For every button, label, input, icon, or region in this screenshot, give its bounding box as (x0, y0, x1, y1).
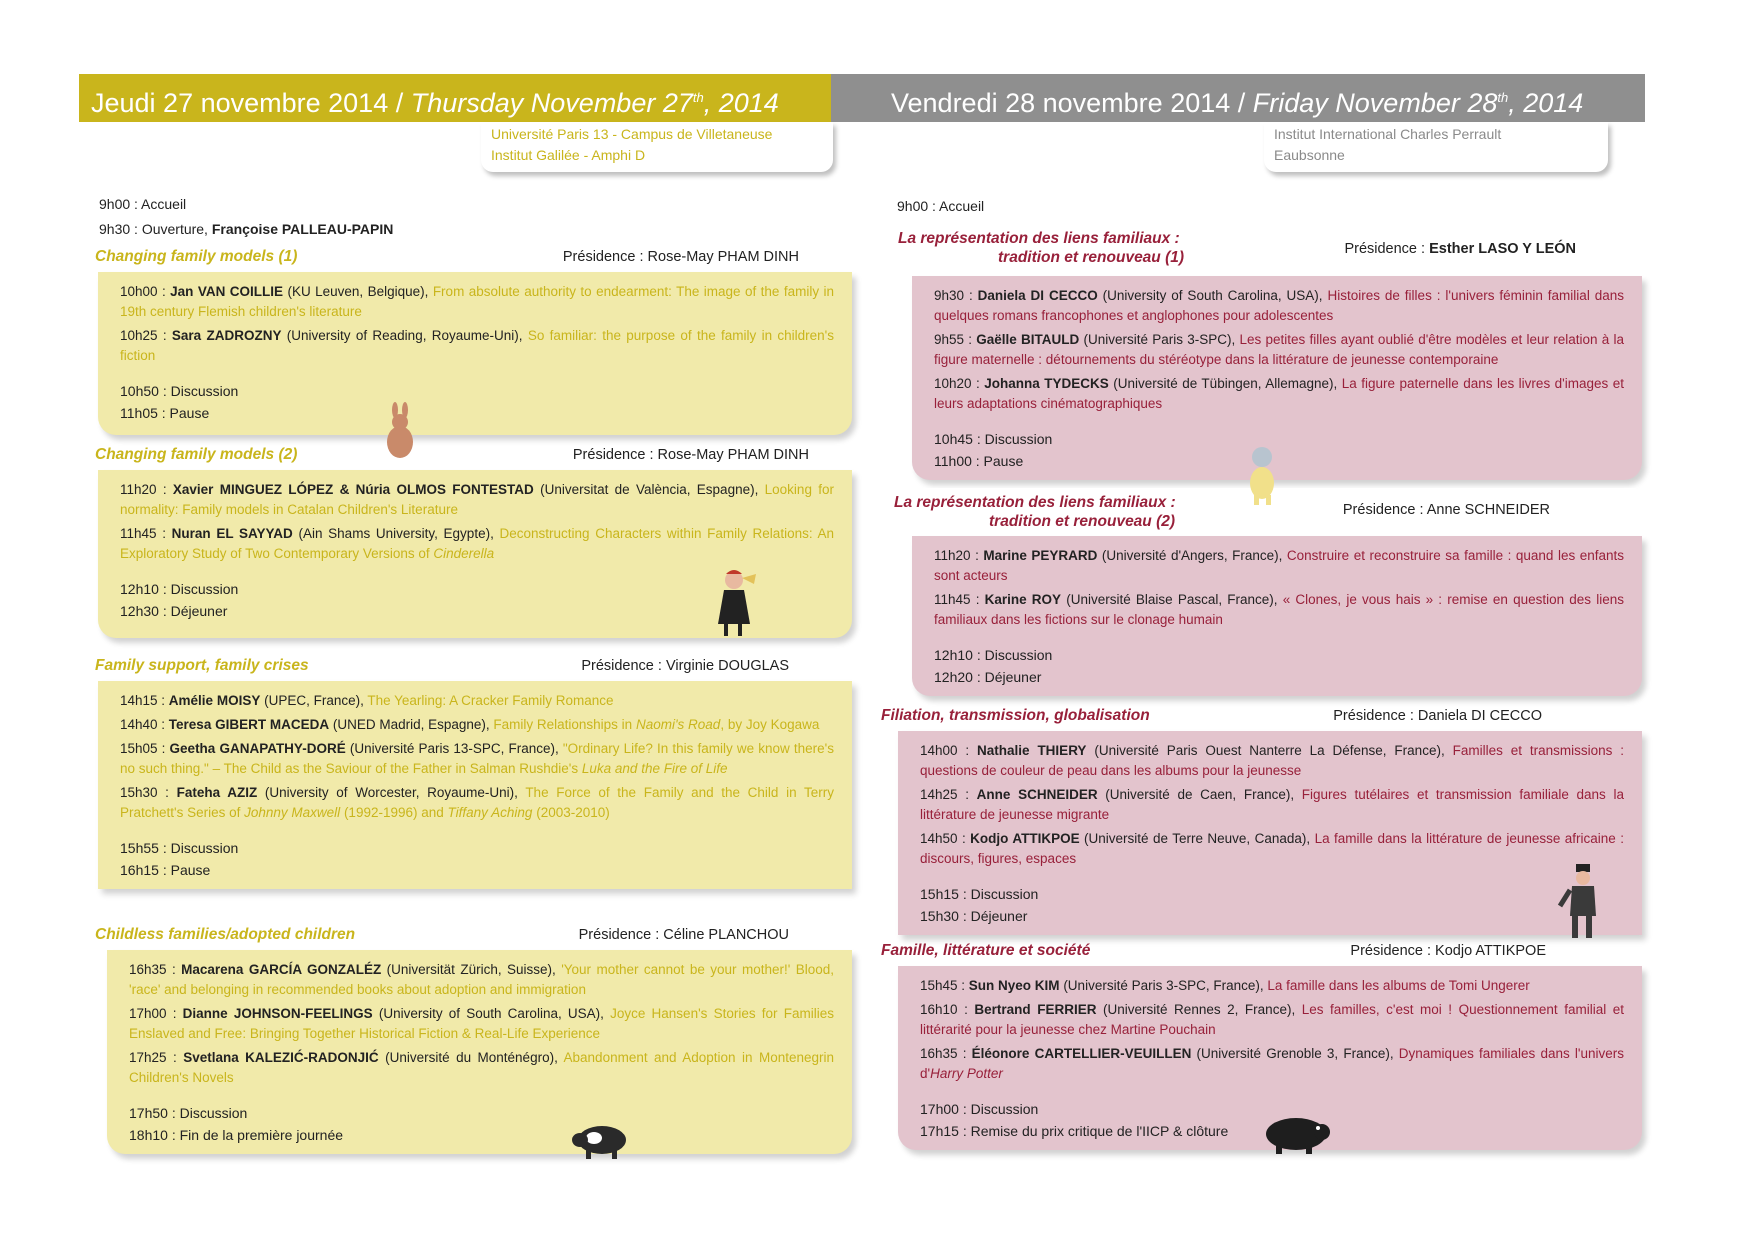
talk-item: 15h30 : Fateha AZIZ (University of Worcester, Royaume-Uni), The Force of the Family and the Child in Terry Pratchett's Series of Johnny Maxwell (1992-1996) and Tiffany Aching (2003-2010) (120, 785, 834, 820)
session-title: Filiation, transmission, globalisation (881, 707, 1150, 724)
session-card (107, 950, 852, 1154)
session-title: Childless families/adopted children (95, 926, 356, 943)
talk-item: 10h00 : Jan VAN COILLIE (KU Leuven, Belgique), From absolute authority to endearment: The image of the family in 19th century Flemish children's literature (120, 284, 835, 319)
event-item: 10h45 : Discussion (934, 431, 1053, 447)
session-title: Changing family models (2) (95, 446, 298, 463)
event-item: 12h30 : Déjeuner (120, 603, 228, 619)
talk-item: 10h25 : Sara ZADROZNY (University of Reading, Royaume-Uni), So familiar: the purpose of the family in children's fiction (120, 328, 834, 363)
event-item: 15h55 : Discussion (120, 840, 239, 856)
session-title: La représentation des liens familiaux : tradition et renouveau (1) (898, 230, 1185, 266)
friday-column (831, 74, 1645, 163)
event-item: 12h10 : Discussion (934, 647, 1053, 663)
event-item: 15h15 : Discussion (920, 886, 1039, 902)
talk-item: 16h35 : Éléonore CARTELLIER-VEUILLEN (Université Grenoble 3, France), Dynamiques familiales dans l'univers d'Harry Potter (920, 1046, 1624, 1081)
thursday-banner: Jeudi 27 novembre 2014 / Thursday November 27th, 2014 (79, 74, 831, 122)
event-item: 10h50 : Discussion (120, 383, 239, 399)
session-chair: Présidence : Daniela DI CECCO (1333, 708, 1542, 724)
talk-item: 15h05 : Geetha GANAPATHY-DORÉ (Université Paris 13-SPC, France), "Ordinary Life? In this family we know there's no such thing." – The Child as the Saviour of the Father in Salman Rushdie's Luka and the Fire of Life (120, 741, 834, 776)
session-card (98, 272, 852, 435)
thursday-venue: Université Paris 13 - Campus de Villetaneuse Institut Galilée - Amphi D (481, 122, 833, 172)
session-chair: Présidence : Anne SCHNEIDER (1342, 502, 1550, 518)
event-item: 11h00 : Pause (934, 453, 1024, 469)
event-item: 17h50 : Discussion (129, 1105, 248, 1121)
session-card (912, 536, 1642, 696)
talk-item: 10h20 : Johanna TYDECKS (Université de Tübingen, Allemagne), La figure paternelle dans les livres d'images et leurs adaptations cinématographiques (934, 376, 1624, 411)
talk-item: 14h25 : Anne SCHNEIDER (Université de Caen, France), Figures tutélaires et transmission familiale dans la littérature de jeunesse migrante (920, 787, 1624, 822)
session-changing-family-models-1 (79, 242, 835, 435)
rabbit-illustration-icon (378, 402, 422, 462)
event-item: 17h00 : Discussion (920, 1101, 1039, 1117)
thursday-column (79, 74, 831, 163)
talk-item: 15h45 : Sun Nyeo KIM (Université Paris 3-SPC, France), La famille dans les albums de Tomi Ungerer (920, 978, 1530, 993)
event-item: 12h10 : Discussion (120, 581, 239, 597)
session-chair: Présidence : Rose-May PHAM DINH (572, 447, 809, 463)
talk-item: 9h30 : Daniela DI CECCO (University of South Carolina, USA), Histoires de filles : l'univers féminin familial dans quelques romans francophones et anglophones pour adolescentes (934, 288, 1624, 323)
session-filiation (876, 701, 1636, 935)
session-title: La représentation des liens familiaux : tradition et renouveau (2) (894, 494, 1176, 530)
talk-item: 14h15 : Amélie MOISY (UPEC, France), The Yearling: A Cracker Family Romance (120, 693, 614, 708)
session-famille-litterature (876, 936, 1636, 1150)
session-chair: Présidence : Rose-May PHAM DINH (562, 249, 799, 265)
talk-item: 9h55 : Gaëlle BITAULD (Université Paris 3-SPC), Les petites filles ayant oublié d'être modèles et leur relation à la figure maternelle : détournements du stéréotype dans la littérature de jeunesse contemporaine (934, 332, 1624, 367)
talk-item: 17h00 : Dianne JOHNSON-FEELINGS (University of South Carolina, USA), Joyce Hansen's Stories for Families Enslaved and Free: Bringing Together Historical Fiction & Real-Life Experience (129, 1006, 834, 1041)
talk-item: 11h20 : Marine PEYRARD (Université d'Angers, France), Construire et reconstruire sa famille : quand les enfants sont acteurs (934, 548, 1625, 583)
baby-illustration-icon (1240, 443, 1284, 507)
talk-item: 16h10 : Bertrand FERRIER (Université Rennes 2, France), Les familles, c'est moi ! Questionnement familial et littérarité pour la jeunesse chez Martine Pouchain (920, 1002, 1625, 1037)
session-title: Family support, family crises (95, 657, 309, 674)
session-chair: Présidence : Esther LASO Y LEÓN (1344, 241, 1576, 257)
event-item: 17h15 : Remise du prix critique de l'IICP & clôture (920, 1123, 1229, 1139)
session-childless-families (79, 920, 835, 1154)
session-family-support (79, 651, 834, 889)
talk-item: 14h50 : Kodjo ATTIKPOE (Université de Terre Neuve, Canada), La famille dans la littérature de jeunesse africaine : discours, figures, espaces (920, 831, 1625, 866)
friday-banner: Vendredi 28 novembre 2014 / Friday November 28th, 2014 (831, 74, 1645, 122)
session-card (898, 731, 1642, 935)
talk-item: 11h20 : Xavier MINGUEZ LÓPEZ & Núria OLMOS FONTESTAD (Universitat de València, Espagne), Looking for normality: Family models in Catalan Children's Literature (120, 482, 835, 517)
session-chair: Présidence : Kodjo ATTIKPOE (1350, 943, 1546, 959)
talk-item: 14h00 : Nathalie THIERY (Université Paris Ouest Nanterre La Défense, France), Familles et transmissions : questions de couleur de peau dans les albums pour la jeunesse (920, 743, 1624, 778)
session-liens-familiaux-1 (876, 226, 1636, 480)
session-title: Famille, littérature et société (881, 942, 1091, 959)
event-item: 15h30 : Déjeuner (920, 908, 1028, 924)
talk-item: 17h25 : Svetlana KALEZIĆ-RADONJIĆ (Université du Monténégro), Abandonment and Adoption in Montenegrin Children's Novels (129, 1050, 835, 1085)
thursday-intro: 9h00 : Accueil 9h30 : Ouverture, Françoise PALLEAU-PAPIN (99, 196, 394, 237)
session-chair: Présidence : Céline PLANCHOU (578, 927, 789, 943)
man-illustration-icon (1556, 862, 1604, 944)
event-item: 18h10 : Fin de la première journée (129, 1127, 344, 1143)
session-chair: Présidence : Virginie DOUGLAS (581, 658, 789, 674)
friday-venue: Institut International Charles Perrault Eaubsonne (1264, 122, 1608, 172)
cow-illustration-icon (570, 1118, 632, 1160)
event-item: 11h05 : Pause (120, 405, 210, 421)
talk-item: 14h40 : Teresa GIBERT MACEDA (UNED Madrid, Espagne), Family Relationships in Naomi's Road, by Joy Kogawa (120, 717, 820, 732)
session-card (98, 681, 852, 889)
friday-intro: 9h00 : Accueil (897, 198, 985, 214)
girl-illustration-icon (712, 566, 762, 642)
session-liens-familiaux-2 (876, 488, 1636, 696)
talk-item: 11h45 : Karine ROY (Université Blaise Pascal, France), « Clones, je vous hais » : remise en question des liens familiaux dans les fictions sur le clonage humain (934, 592, 1624, 627)
talk-item: 16h35 : Macarena GARCÍA GONZALÉZ (Universität Zürich, Suisse), 'Your mother cannot be your mother!' Blood, 'race' and belonging in recommended books about adoption and immigration (129, 962, 834, 997)
event-item: 16h15 : Pause (120, 862, 211, 878)
event-item: 12h20 : Déjeuner (934, 669, 1042, 685)
session-title: Changing family models (1) (95, 248, 298, 265)
talk-item: 11h45 : Nuran EL SAYYAD (Ain Shams University, Egypte), Deconstructing Characters within Family Relations: An Exploratory Study of Two Contemporary Versions of Cinderella (120, 526, 835, 561)
mole-illustration-icon (1262, 1110, 1334, 1156)
